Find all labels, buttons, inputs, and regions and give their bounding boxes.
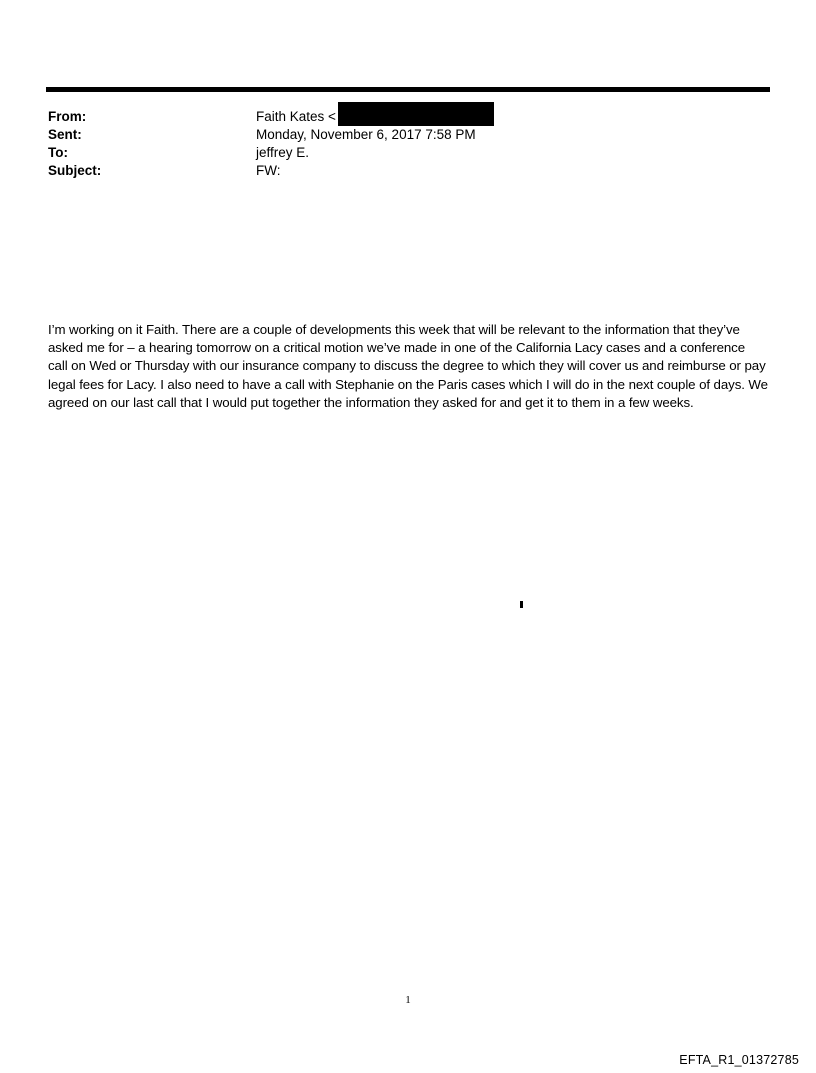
document-id: EFTA_R1_01372785 <box>679 1053 799 1067</box>
email-header <box>48 108 768 180</box>
from-row <box>48 108 768 126</box>
stray-mark <box>520 601 523 608</box>
sent-value: Monday, November 6, 2017 7:58 PM <box>256 127 476 142</box>
sent-label: Sent: <box>48 127 82 142</box>
to-value: jeffrey E. <box>256 145 310 160</box>
to-label: To: <box>48 145 68 160</box>
email-body: I’m working on it Faith. There are a couple of developments this week that will be relevant to the information that they’ve asked me for – a hearing tomorrow on a critical motion we’ve made in one of the California Lacy cases and a conference call on Wed or Thursday with our insurance company to discuss the degree to which they will cover us and reimburse or pay legal fees for Lacy. I also need to have a call with Stephanie on the Paris cases which I will do in the next couple of days. We agreed on our last call that I would put together the information they asked for and get it to them in a few weeks. <box>48 322 768 410</box>
page-number: 1 <box>405 994 411 1006</box>
from-label: From: <box>48 109 87 124</box>
header-divider <box>46 87 770 92</box>
redaction-box <box>338 102 494 126</box>
subject-value: FW: <box>256 163 281 178</box>
to-row <box>48 144 768 162</box>
sent-row <box>48 126 768 144</box>
from-value: Faith Kates < <box>256 109 336 124</box>
subject-row <box>48 162 768 180</box>
subject-label: Subject: <box>48 163 102 178</box>
